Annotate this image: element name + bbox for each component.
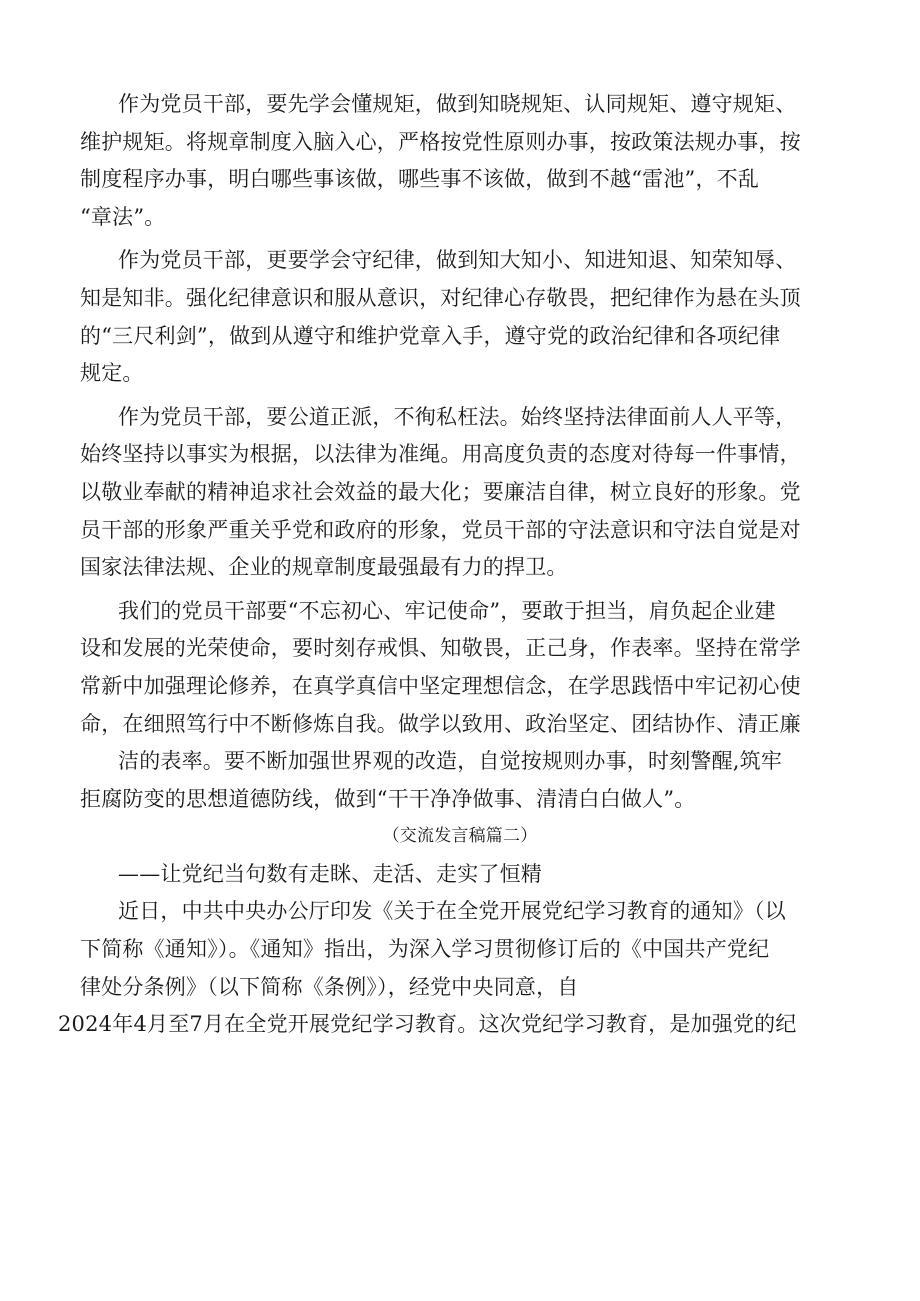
- text-line: 作为党员干部，要先学会懂规矩，做到知晓规矩、认同规矩、遵守规矩、: [118, 92, 797, 116]
- text-line: “章法”。: [80, 204, 166, 229]
- text-line: 员干部的形象严重关乎党和政府的形象，党员干部的守法意识和守法自觉是对: [80, 517, 801, 542]
- text-line: 规定。: [80, 361, 144, 386]
- text-line: 命，在细照笃行中不断修炼自我。做学以致用、政治坚定、团结协作、清正廉: [80, 711, 801, 736]
- text-line: 我们的党员干部要“不忘初心、牢记使命”，要敢于担当，肩负起企业建: [118, 598, 776, 623]
- paragraph-4: [80, 593, 854, 743]
- text-line: 的“三尺利剑”，做到从遵守和维护党章入手，遵守党的政治纪律和各项纪律: [80, 323, 781, 348]
- text-line: 作为党员干部，更要学会守纪律，做到知大知小、知进知退、知荣知辱、: [118, 248, 797, 273]
- text-line: 拒腐防变的思想道德防线，做到“干干净净做事、清清白白做人”。: [80, 786, 696, 811]
- paragraph-3: [80, 399, 854, 587]
- text-line: 作为党员干部，要公道正派，不徇私枉法。始终坚持法律面前人人平等，: [118, 404, 797, 429]
- text-line: 2024年4月至7月在全党开展党纪学习教育。这次党纪学习教育，是加强党的纪: [58, 1012, 797, 1037]
- paragraph-1: [80, 86, 854, 236]
- text-line: 设和发展的光荣使命，要时刻存戒惧、知敬畏，正己身，作表率。坚持在常学: [80, 636, 801, 661]
- paragraph-final: [58, 893, 854, 1043]
- text-line: 律处分条例》（以下简称《条例》），经党中央同意，自: [80, 974, 579, 999]
- text-line: 下简称《通知》）。《通知》指出，为深入学习贯彻修订后的《中国共产党纪: [80, 937, 770, 962]
- text-line: 维护规矩。将规章制度入脑入心，严格按党性原则办事，按政策法规办事，按: [80, 129, 801, 154]
- text-line: 制度程序办事，明白哪些事该做，哪些事不该做，做到不越“雷池”，不乱: [80, 167, 760, 192]
- subtitle: ——让党纪当句数有走眯、走活、走实了恒精: [118, 861, 542, 886]
- text-line: 以敬业奉献的精神追求社会效益的最大化；要廉洁自律，树立良好的形象。党: [80, 479, 801, 504]
- document-page: [58, 86, 854, 1044]
- text-line: 国家法律法规、企业的规章制度最强最有力的捍卫。: [80, 555, 568, 580]
- text-line: 洁的表率。要不断加强世界观的改造，自觉按规则办事，时刻警醒,筑牢: [118, 749, 783, 774]
- text-line: 始终坚持以事实为根据，以法律为准绳。用高度负责的态度对待每一件事情，: [80, 442, 801, 467]
- text-line: 知是知非。强化纪律意识和服从意识，对纪律心存敬畏，把纪律作为悬在头顶: [80, 285, 801, 310]
- text-line: 常新中加强理论修养，在真学真信中坚定理想信念，在学思践悟中牢记初心使: [80, 673, 801, 698]
- text-line: 近日，中共中央办公厅印发《关于在全党开展党纪学习教育的通知》（以: [118, 899, 786, 924]
- paragraph-5: [80, 743, 854, 818]
- section-heading: （交流发言稿篇二）: [382, 826, 538, 847]
- paragraph-2: [80, 242, 854, 392]
